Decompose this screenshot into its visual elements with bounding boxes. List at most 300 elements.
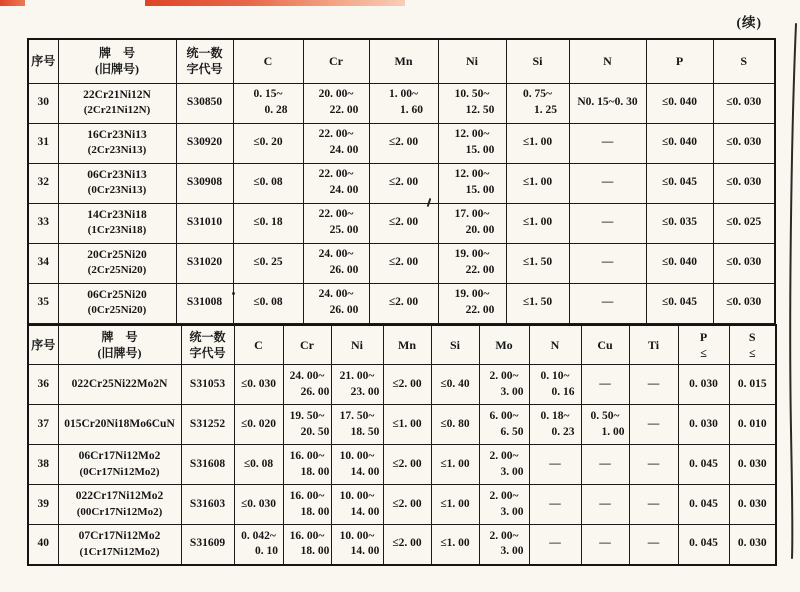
code-cell — [176, 243, 233, 283]
column-header-line: N — [550, 337, 560, 352]
serial-cell — [28, 445, 58, 485]
value-cell — [331, 445, 383, 485]
cell-line: S31252 — [189, 417, 226, 430]
cell-line: 14. 00 — [350, 465, 380, 478]
cell-line: ≤0. 030 — [240, 497, 277, 510]
cell-line: ≤2. 00 — [392, 497, 422, 510]
cell-line: ≤1. 50 — [522, 296, 553, 309]
cell-line: 34 — [37, 256, 49, 269]
serial-cell — [28, 283, 58, 323]
cell-line: ≤1. 00 — [440, 497, 470, 510]
table-row — [28, 525, 776, 565]
cell-line: 19. 50~ — [289, 409, 325, 422]
column-header-line: P — [675, 54, 684, 69]
value-cell — [438, 243, 506, 283]
value-cell — [646, 123, 713, 163]
value-cell — [713, 243, 775, 283]
column-header — [331, 325, 383, 365]
cell-line: 0. 10~ — [540, 369, 570, 382]
cell-line: 32 — [37, 176, 49, 189]
grade-cell — [58, 203, 176, 243]
cell-line: 38 — [37, 457, 49, 470]
value-cell — [569, 243, 646, 283]
value-cell — [233, 163, 303, 203]
column-header-line: 序号 — [31, 54, 56, 69]
code-cell — [181, 525, 234, 565]
value-cell — [303, 203, 369, 243]
column-header — [176, 39, 233, 83]
cell-line: ≤2. 00 — [388, 136, 419, 149]
serial-cell — [28, 365, 58, 405]
cell-line: ≤0. 80 — [440, 417, 470, 430]
value-cell — [729, 445, 776, 485]
cell-line: 0. 23 — [551, 425, 575, 438]
cell-line: 23. 00 — [350, 385, 380, 398]
value-cell — [383, 525, 431, 565]
value-cell — [383, 405, 431, 445]
cell-line: 20. 00~ — [318, 88, 354, 101]
value-cell — [369, 123, 438, 163]
cell-line: 1. 25 — [534, 104, 557, 116]
cell-line: ≤1. 00 — [522, 136, 553, 149]
cell-line: ≤0. 030 — [726, 96, 762, 109]
column-header — [233, 39, 303, 83]
cell-line: 14. 00 — [350, 505, 380, 518]
cell-line: 3. 00 — [500, 545, 524, 558]
code-cell — [181, 445, 234, 485]
column-header — [713, 39, 775, 83]
cell-line: 22. 00 — [465, 304, 495, 316]
table-row — [28, 485, 776, 525]
scan-artifact-red-bar-middle — [145, 0, 405, 6]
cell-line: ≤0. 045 — [661, 176, 698, 189]
column-header-line: (旧牌号) — [97, 345, 142, 360]
continued-label: (续) — [736, 15, 762, 30]
cell-line: 2. 00~ — [489, 529, 519, 542]
value-cell — [506, 283, 569, 323]
cell-line: 12. 00~ — [454, 128, 490, 141]
column-header — [629, 325, 678, 365]
cell-line: ≤0. 08 — [243, 457, 274, 470]
column-header-line: 序号 — [31, 337, 56, 352]
cell-line: (00Cr17Ni12Mo2) — [76, 505, 163, 518]
column-header-line: Cu — [597, 337, 613, 352]
cell-line: 0. 030 — [689, 417, 718, 430]
value-cell — [506, 243, 569, 283]
cell-line: S31603 — [189, 497, 226, 510]
cell-line: ≤2. 00 — [388, 176, 419, 189]
cell-line: 20Cr25Ni20 — [87, 248, 147, 261]
cell-line: 20. 00 — [465, 224, 495, 236]
cell-line: (2Cr21Ni12N) — [83, 104, 151, 117]
cell-line: ≤1. 00 — [440, 537, 470, 550]
column-header-line: C — [263, 54, 273, 69]
grade-cell — [58, 445, 181, 485]
cell-line: 6. 50 — [500, 425, 524, 438]
cell-line: ≤0. 20 — [253, 136, 283, 149]
column-header-line: Ni — [351, 337, 363, 352]
column-header-line: Cr — [329, 54, 343, 69]
serial-cell — [28, 525, 58, 565]
cell-line: 2. 00~ — [489, 369, 519, 382]
code-cell — [176, 123, 233, 163]
cell-line: 24. 00~ — [289, 369, 325, 382]
grade-cell — [58, 83, 176, 123]
value-cell — [233, 123, 303, 163]
cell-line: — — [599, 537, 611, 550]
cell-line: 0. 28 — [264, 104, 288, 116]
value-cell — [479, 405, 529, 445]
header-row — [28, 325, 776, 365]
value-cell — [713, 203, 775, 243]
column-header-line: ≤ — [748, 345, 756, 360]
cell-line: ≤0. 040 — [661, 96, 698, 109]
grade-cell — [58, 123, 176, 163]
cell-line: (1Cr23Ni18) — [87, 224, 147, 237]
cell-line: S30850 — [186, 96, 223, 109]
column-header-line: 字代号 — [189, 345, 226, 360]
code-cell — [176, 83, 233, 123]
value-cell — [438, 283, 506, 323]
column-header-line: 统一数 — [189, 329, 226, 344]
cell-line: 10. 00~ — [339, 449, 375, 462]
grade-cell — [58, 485, 181, 525]
value-cell — [713, 163, 775, 203]
column-header — [28, 325, 58, 365]
cell-line: — — [601, 296, 614, 309]
value-cell — [234, 485, 283, 525]
cell-line: 22. 00 — [465, 264, 495, 276]
column-header-line: S — [740, 54, 748, 69]
value-cell — [479, 365, 529, 405]
column-header — [234, 325, 283, 365]
column-header — [431, 325, 479, 365]
cell-line: 33 — [37, 216, 49, 229]
cell-line: (0Cr17Ni12Mo2) — [79, 465, 160, 478]
serial-cell — [28, 405, 58, 445]
cell-line: 19. 00~ — [454, 248, 490, 261]
cell-line: 1. 00 — [601, 425, 625, 438]
cell-line: 10. 50~ — [454, 88, 490, 101]
value-cell — [506, 123, 569, 163]
cell-line: 2. 00~ — [489, 449, 519, 462]
column-header-line: Si — [449, 337, 460, 352]
value-cell — [506, 163, 569, 203]
cell-line: ≤1. 00 — [522, 216, 553, 229]
cell-line: 16Cr23Ni13 — [87, 128, 147, 141]
value-cell — [383, 365, 431, 405]
cell-line: 14. 00 — [350, 545, 380, 558]
column-header — [283, 325, 331, 365]
header-row — [28, 39, 775, 83]
serial-cell — [28, 83, 58, 123]
cell-line: (2Cr23Ni13) — [87, 144, 147, 157]
value-cell — [569, 283, 646, 323]
cell-line: 37 — [37, 417, 49, 430]
cell-line: 2. 00~ — [489, 489, 519, 502]
code-cell — [176, 163, 233, 203]
cell-line: 3. 00 — [500, 385, 524, 398]
cell-line: 22. 00 — [329, 104, 359, 116]
value-cell — [479, 525, 529, 565]
value-cell — [431, 485, 479, 525]
cell-line: ≤2. 00 — [388, 216, 419, 229]
cell-line: 3. 00 — [500, 465, 524, 478]
cell-line: 36 — [37, 377, 49, 390]
column-header-line: C — [254, 337, 263, 352]
value-cell — [283, 445, 331, 485]
value-cell — [383, 445, 431, 485]
cell-line: ≤2. 00 — [388, 256, 419, 269]
cell-line: ≤0. 045 — [661, 296, 698, 309]
cell-line: 22. 00~ — [318, 168, 354, 181]
cell-line: 0. 18~ — [540, 409, 570, 422]
cell-line: 18. 00 — [300, 505, 330, 518]
value-cell — [233, 243, 303, 283]
grade-cell — [58, 405, 181, 445]
cell-line: 6. 00~ — [489, 409, 519, 422]
cell-line: 0. 042~ — [241, 529, 276, 542]
cell-line: ≤1. 00 — [440, 457, 470, 470]
value-cell — [646, 243, 713, 283]
column-header — [581, 325, 629, 365]
value-cell — [506, 83, 569, 123]
value-cell — [479, 445, 529, 485]
column-header — [181, 325, 234, 365]
cell-line: 22. 00~ — [318, 128, 354, 141]
value-cell — [529, 405, 581, 445]
value-cell — [438, 163, 506, 203]
column-header-line: 牌 号 — [98, 46, 135, 61]
cell-line: ≤0. 030 — [726, 176, 762, 189]
column-header — [479, 325, 529, 365]
value-cell — [678, 525, 729, 565]
value-cell — [529, 525, 581, 565]
cell-line: 26. 00 — [329, 304, 359, 316]
value-cell — [303, 243, 369, 283]
cell-line: 06Cr23Ni13 — [87, 168, 147, 181]
grade-cell — [58, 525, 181, 565]
value-cell — [569, 123, 646, 163]
column-header-line: P — [699, 329, 708, 344]
cell-line: 31 — [37, 136, 49, 149]
cell-line: 1. 00~ — [389, 88, 418, 101]
cell-line: (1Cr17Ni12Mo2) — [79, 545, 160, 558]
grade-cell — [58, 283, 176, 323]
cell-line: S30920 — [186, 136, 223, 149]
cell-line: 0. 50~ — [590, 409, 620, 422]
cell-line: ≤0. 08 — [253, 176, 283, 189]
cell-line: 06Cr17Ni12Mo2 — [78, 450, 161, 463]
value-cell — [713, 283, 775, 323]
value-cell — [581, 365, 629, 405]
value-cell — [713, 83, 775, 123]
table-upper-head — [28, 39, 775, 83]
cell-line: ≤1. 00 — [392, 417, 422, 430]
column-header — [506, 39, 569, 83]
cell-line: 22. 00~ — [318, 208, 354, 221]
value-cell — [234, 365, 283, 405]
column-header-line: Cr — [300, 337, 314, 352]
value-cell — [646, 83, 713, 123]
value-cell — [581, 485, 629, 525]
cell-line: ≤0. 40 — [440, 377, 470, 390]
column-header-line: Mo — [495, 337, 513, 352]
cell-line: 17. 50~ — [339, 409, 375, 422]
code-cell — [181, 365, 234, 405]
code-cell — [176, 283, 233, 323]
table-row — [28, 203, 775, 243]
cell-line: 24. 00~ — [318, 288, 354, 301]
value-cell — [569, 203, 646, 243]
column-header-line: 牌 号 — [101, 329, 138, 344]
cell-line: ≤2. 00 — [392, 377, 422, 390]
cell-line: N0. 15~0. 30 — [577, 96, 638, 109]
cell-line: — — [599, 497, 611, 510]
cell-line: 0. 15~ — [253, 88, 283, 101]
value-cell — [331, 525, 383, 565]
cell-line: 15. 00 — [465, 184, 495, 196]
column-header — [58, 325, 181, 365]
value-cell — [581, 525, 629, 565]
column-header-line: (旧牌号) — [95, 62, 139, 77]
cell-line: ≤0. 030 — [726, 256, 762, 269]
cell-line: 0. 030 — [737, 457, 767, 470]
value-cell — [729, 365, 776, 405]
cell-line: ≤0. 030 — [240, 377, 277, 390]
table-lower-head — [28, 325, 776, 365]
column-header-line: S — [748, 329, 756, 344]
cell-line: 16. 00~ — [289, 529, 325, 542]
value-cell — [303, 83, 369, 123]
value-cell — [438, 203, 506, 243]
column-header — [678, 325, 729, 365]
cell-line: ≤0. 030 — [726, 136, 762, 149]
cell-line: — — [647, 417, 660, 430]
cell-line: 0. 030 — [689, 377, 718, 390]
cell-line: 07Cr17Ni12Mo2 — [78, 530, 161, 543]
value-cell — [529, 365, 581, 405]
cell-line: ≤1. 00 — [522, 176, 553, 189]
serial-cell — [28, 243, 58, 283]
cell-line: — — [549, 497, 561, 510]
value-cell — [678, 405, 729, 445]
cell-line: ≤2. 00 — [388, 296, 419, 309]
value-cell — [581, 445, 629, 485]
value-cell — [369, 83, 438, 123]
value-cell — [729, 525, 776, 565]
cell-line: S31608 — [189, 457, 226, 470]
cell-line: 10. 00~ — [339, 529, 375, 542]
cell-line: 24. 00 — [329, 144, 359, 156]
cell-line: ≤1. 50 — [522, 256, 553, 269]
column-header-line: N — [603, 54, 612, 69]
cell-line: 0. 030 — [737, 537, 767, 550]
grade-cell — [58, 163, 176, 203]
cell-line: — — [601, 136, 614, 149]
value-cell — [331, 405, 383, 445]
value-cell — [383, 485, 431, 525]
value-cell — [646, 163, 713, 203]
serial-cell — [28, 123, 58, 163]
cell-line: — — [647, 457, 660, 470]
cell-line: 17. 00~ — [454, 208, 490, 221]
code-cell — [181, 485, 234, 525]
steel-grades-table-wrapper — [27, 38, 776, 566]
cell-line: 06Cr25Ni20 — [87, 288, 147, 301]
value-cell — [369, 283, 438, 323]
value-cell — [233, 203, 303, 243]
cell-line: ≤0. 030 — [726, 296, 762, 309]
column-header-line: Mn — [398, 337, 416, 352]
cell-line: 22Cr21Ni12N — [83, 88, 151, 101]
cell-line: 0. 030 — [737, 497, 767, 510]
cell-line: 18. 00 — [300, 545, 330, 558]
cell-line: 18. 50 — [350, 425, 380, 438]
cell-line: 022Cr25Ni22Mo2N — [71, 377, 168, 390]
table-row — [28, 83, 775, 123]
table-row — [28, 163, 775, 203]
value-cell — [303, 283, 369, 323]
cell-line: 40 — [37, 537, 49, 550]
cell-line: — — [549, 537, 561, 550]
cell-line: (0Cr25Ni20) — [87, 304, 147, 317]
cell-line: ≤0. 25 — [253, 256, 283, 269]
value-cell — [431, 405, 479, 445]
cell-line: ≤0. 040 — [661, 136, 698, 149]
value-cell — [369, 163, 438, 203]
cell-line: — — [647, 537, 660, 550]
value-cell — [438, 83, 506, 123]
cell-line: 25. 00 — [329, 224, 359, 236]
cell-line: 16. 00~ — [289, 489, 325, 502]
cell-line: 0. 75~ — [523, 88, 552, 101]
cell-line: 12. 50 — [465, 104, 495, 116]
cell-line: 0. 10 — [255, 545, 278, 558]
value-cell — [678, 445, 729, 485]
column-header-line: Ti — [647, 337, 660, 352]
cell-line: S31008 — [186, 296, 223, 309]
cell-line: 3. 00 — [500, 505, 524, 518]
cell-line: 30 — [37, 96, 49, 109]
cell-line: S31010 — [186, 216, 223, 229]
cell-line: S31020 — [186, 256, 223, 269]
column-header-line: ≤ — [700, 345, 707, 360]
value-cell — [646, 283, 713, 323]
value-cell — [431, 445, 479, 485]
cell-line: ≤0. 035 — [661, 216, 698, 229]
cell-line: S31609 — [189, 537, 226, 550]
value-cell — [506, 203, 569, 243]
value-cell — [629, 445, 678, 485]
cell-line: 015Cr20Ni18Mo6CuN — [64, 417, 175, 430]
cell-line: 21. 00~ — [339, 369, 375, 382]
value-cell — [233, 283, 303, 323]
value-cell — [629, 485, 678, 525]
value-cell — [713, 123, 775, 163]
cell-line: 18. 00 — [300, 465, 330, 478]
cell-line: 19. 00~ — [454, 288, 490, 301]
value-cell — [431, 365, 479, 405]
serial-cell — [28, 203, 58, 243]
code-cell — [176, 203, 233, 243]
cell-line: 0. 16 — [551, 385, 575, 398]
value-cell — [234, 525, 283, 565]
cell-line: 022Cr17Ni12Mo2 — [75, 490, 164, 503]
value-cell — [729, 405, 776, 445]
cell-line: — — [599, 457, 611, 470]
scan-artifact-red-bar-left — [0, 0, 25, 6]
